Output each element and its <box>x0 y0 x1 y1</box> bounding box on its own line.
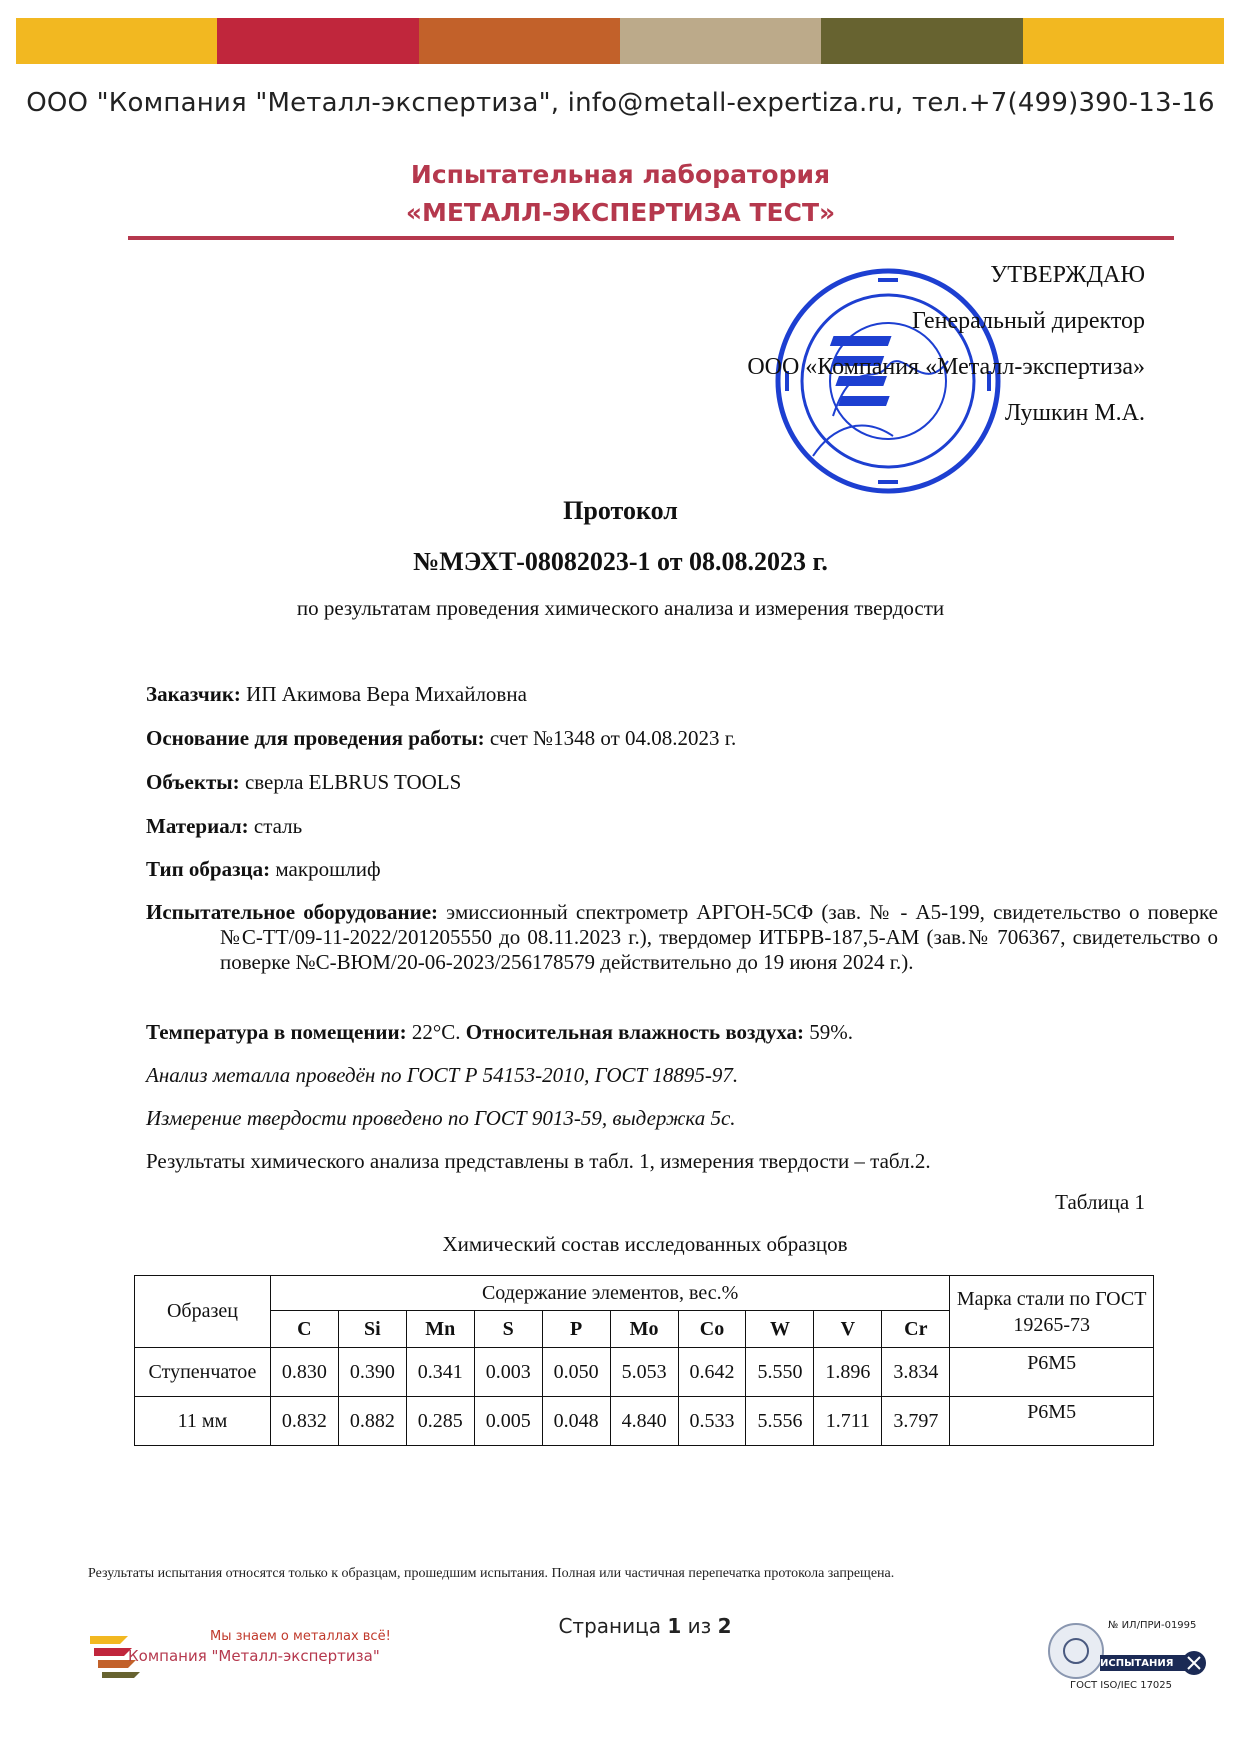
sample-name: Ступенчатое <box>135 1348 271 1397</box>
element-value: 0.642 <box>678 1348 746 1397</box>
material-line <box>146 814 1144 839</box>
color-segment <box>620 18 821 64</box>
page-prefix: Страница <box>558 1614 668 1638</box>
approval-signer: Лушкин М.А. <box>1004 400 1145 426</box>
element-value: 1.896 <box>814 1348 882 1397</box>
accreditation-label: ИСПЫТАНИЯ <box>1100 1658 1174 1669</box>
table1-title: Химический состав исследованных образцов <box>442 1232 848 1256</box>
header-divider <box>128 236 1174 240</box>
sample-type-value: макрошлиф <box>270 857 381 881</box>
element-header: Si <box>338 1311 406 1348</box>
objects-label: Объекты: <box>146 770 240 794</box>
header-sample: Образец <box>135 1276 271 1348</box>
conditions-line <box>146 1020 1144 1045</box>
table-row <box>135 1348 1154 1397</box>
element-value: 0.050 <box>542 1348 610 1397</box>
accreditation-standard: ГОСТ ISO/IEC 17025 <box>1070 1680 1173 1691</box>
hardness-standard-note: Измерение твердости проведено по ГОСТ 9013-59, выдержка 5с. <box>146 1106 736 1130</box>
element-value: 0.285 <box>406 1397 474 1446</box>
customer-line <box>146 682 1144 707</box>
equipment-label: Испытательное оборудование: <box>146 900 439 924</box>
humidity-value: 59%. <box>803 1020 853 1044</box>
element-value: 5.053 <box>610 1348 678 1397</box>
company-seal-stamp-icon <box>773 266 1003 496</box>
element-value: 4.840 <box>610 1397 678 1446</box>
table1-label: Таблица 1 <box>1055 1190 1145 1214</box>
element-value: 0.390 <box>338 1348 406 1397</box>
material-value: сталь <box>248 814 303 838</box>
temperature-value: 22°С. <box>406 1020 461 1044</box>
objects-value: сверла ELBRUS TOOLS <box>239 770 462 794</box>
chemical-composition-table <box>134 1275 1154 1446</box>
accreditation-number: № ИЛ/ПРИ-01995 <box>1108 1620 1197 1631</box>
company-contact-line: ООО "Компания "Металл-экспертиза", info@metall-expertiza.ru, тел.+7(499)390-13-16 <box>26 88 1215 118</box>
basis-line <box>146 726 1144 751</box>
analysis-standard-note: Анализ металла проведён по ГОСТ Р 54153-2010, ГОСТ 18895-97. <box>146 1063 739 1087</box>
customer-value: ИП Акимова Вера Михайловна <box>240 682 527 706</box>
approval-company: ООО «Компания «Металл-экспертиза» <box>747 354 1145 380</box>
equipment-paragraph <box>146 900 1218 975</box>
element-header: Mn <box>406 1311 474 1348</box>
element-header: Co <box>678 1311 746 1348</box>
element-value: 5.550 <box>746 1348 814 1397</box>
color-segment <box>419 18 620 64</box>
element-header: C <box>270 1311 338 1348</box>
color-segment <box>16 18 217 64</box>
element-value: 0.882 <box>338 1397 406 1446</box>
steel-grade: Р6М5 <box>950 1397 1154 1446</box>
sample-type-line <box>146 857 1144 882</box>
basis-label: Основание для проведения работы: <box>146 726 485 750</box>
element-value: 0.003 <box>474 1348 542 1397</box>
approval-position: Генеральный директор <box>911 308 1145 334</box>
humidity-label: Относительная влажность воздуха: <box>465 1020 804 1044</box>
customer-label: Заказчик: <box>146 682 241 706</box>
element-value: 0.341 <box>406 1348 474 1397</box>
element-header: Cr <box>882 1311 950 1348</box>
element-header: P <box>542 1311 610 1348</box>
element-value: 0.533 <box>678 1397 746 1446</box>
element-header: V <box>814 1311 882 1348</box>
sample-name: 11 мм <box>135 1397 271 1446</box>
temperature-label: Температура в помещении: <box>146 1020 407 1044</box>
element-header: Mo <box>610 1311 678 1348</box>
protocol-subtitle: по результатам проведения химического анализа и измерения твердости <box>296 596 945 620</box>
page-current: 1 <box>667 1614 682 1638</box>
lab-title-line1: Испытательная лаборатория <box>410 160 831 189</box>
logo-slogan: Мы знаем о металлах всё! <box>210 1629 391 1644</box>
material-label: Материал: <box>146 814 249 838</box>
element-value: 0.830 <box>270 1348 338 1397</box>
element-header: W <box>746 1311 814 1348</box>
page-total: 2 <box>717 1614 732 1638</box>
header-content: Содержание элементов, вес.% <box>270 1276 949 1311</box>
protocol-title: Протокол <box>563 496 678 525</box>
objects-line <box>146 770 1144 795</box>
lab-title-line2: «МЕТАЛЛ-ЭКСПЕРТИЗА ТЕСТ» <box>405 198 836 227</box>
table-row <box>135 1397 1154 1446</box>
steel-grade: Р6М5 <box>950 1348 1154 1397</box>
footer-disclaimer: Результаты испытания относятся только к образцам, прошедшим испытания. Полная или частичная перепечатка протокола запрещена. <box>88 1566 895 1581</box>
color-segment <box>1023 18 1224 64</box>
element-value: 0.048 <box>542 1397 610 1446</box>
logo-company-name: Компания "Металл-экспертиза" <box>128 1647 380 1665</box>
color-segment <box>821 18 1022 64</box>
element-value: 0.832 <box>270 1397 338 1446</box>
element-value: 1.711 <box>814 1397 882 1446</box>
page-separator: из <box>681 1614 718 1638</box>
header-color-bar <box>16 18 1224 64</box>
approval-line1: УТВЕРЖДАЮ <box>990 262 1145 288</box>
header-steel-grade: Марка стали по ГОСТ 19265-73 <box>950 1276 1154 1348</box>
sample-type-label: Тип образца: <box>146 857 271 881</box>
element-value: 3.834 <box>882 1348 950 1397</box>
element-header: S <box>474 1311 542 1348</box>
results-note: Результаты химического анализа представлены в табл. 1, измерения твердости – табл.2. <box>146 1149 931 1173</box>
protocol-number: №МЭХТ-08082023-1 от 08.08.2023 г. <box>413 547 828 576</box>
basis-value: счет №1348 от 04.08.2023 г. <box>484 726 737 750</box>
element-value: 0.005 <box>474 1397 542 1446</box>
element-value: 3.797 <box>882 1397 950 1446</box>
equipment-value: эмиссионный спектрометр АРГОН-5СФ (зав. № - А5-199, свидетельство о поверке №С-ТТ/09-11-2022/201205550 до 08.11.2023 г.), твердомер ИТБРВ-187,5-АМ (зав.№ 706367, свидетельство о поверке №С-ВЮМ/20-06-2023/256178579 действительно до 19 июня 2024 г.). <box>220 900 1218 974</box>
element-value: 5.556 <box>746 1397 814 1446</box>
color-segment <box>217 18 418 64</box>
